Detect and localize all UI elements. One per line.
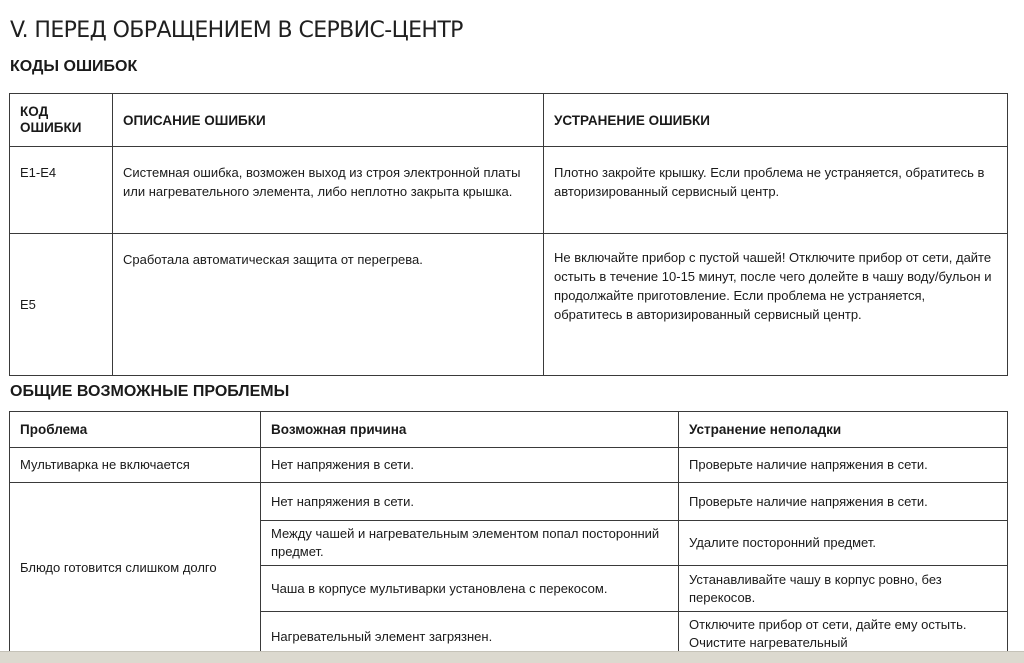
error-code: E5 — [10, 234, 113, 376]
table-row — [10, 234, 1008, 376]
fix-cell: Устанавливайте чашу в корпус ровно, без перекосов. — [679, 566, 1008, 612]
table-row — [10, 448, 1008, 483]
header-problem: Проблема — [10, 412, 261, 448]
window-bottom-edge — [0, 651, 1024, 663]
fix-cell: Проверьте наличие напряжения в сети. — [679, 448, 1008, 483]
error-solution: Плотно закройте крышку. Если проблема не устраняется, обратитесь в авторизированный сервисный центр. — [544, 147, 1008, 234]
general-problems-title: ОБЩИЕ ВОЗМОЖНЫЕ ПРОБЛЕМЫ — [10, 383, 290, 400]
cause-cell: Нет напряжения в сети. — [261, 483, 679, 521]
header-solution: УСТРАНЕНИЕ ОШИБКИ — [544, 94, 1008, 147]
fix-cell: Отключите прибор от сети, дайте ему остыть. Очистите нагревательный — [679, 612, 1008, 653]
error-description: Сработала автоматическая защита от перегрева. — [113, 234, 544, 376]
error-codes-title: КОДЫ ОШИБОК — [10, 58, 138, 75]
table-row — [10, 483, 1008, 521]
problem-cell: Блюдо готовится слишком долго — [10, 483, 261, 653]
section-title: V. ПЕРЕД ОБРАЩЕНИЕМ В СЕРВИС-ЦЕНТР — [10, 18, 463, 43]
cause-cell: Нагревательный элемент загрязнен. — [261, 612, 679, 653]
table-row — [10, 147, 1008, 234]
problem-cell: Мультиварка не включается — [10, 448, 261, 483]
error-codes-table — [9, 93, 1008, 376]
error-code: E1-E4 — [10, 147, 113, 234]
header-code: КОД ОШИБКИ — [10, 94, 113, 147]
fix-cell: Проверьте наличие напряжения в сети. — [679, 483, 1008, 521]
cause-cell: Чаша в корпусе мультиварки установлена с перекосом. — [261, 566, 679, 612]
table-header-row — [10, 94, 1008, 147]
header-cause: Возможная причина — [261, 412, 679, 448]
header-description: ОПИСАНИЕ ОШИБКИ — [113, 94, 544, 147]
error-solution: Не включайте прибор с пустой чашей! Отключите прибор от сети, дайте остыть в течение 10-15 минут, после чего долейте в чашу воду/бульон и продолжайте приготовление. Если проблема не устраняется, обратитесь в авторизированный сервисный центр. — [544, 234, 1008, 376]
table-header-row — [10, 412, 1008, 448]
cause-cell: Между чашей и нагревательным элементом попал посторонний предмет. — [261, 521, 679, 566]
fix-cell: Удалите посторонний предмет. — [679, 521, 1008, 566]
general-problems-table — [9, 411, 1008, 653]
cause-cell: Нет напряжения в сети. — [261, 448, 679, 483]
error-description: Системная ошибка, возможен выход из строя электронной платы или нагревательного элемента, либо неплотно закрыта крышка. — [113, 147, 544, 234]
header-fix: Устранение неполадки — [679, 412, 1008, 448]
